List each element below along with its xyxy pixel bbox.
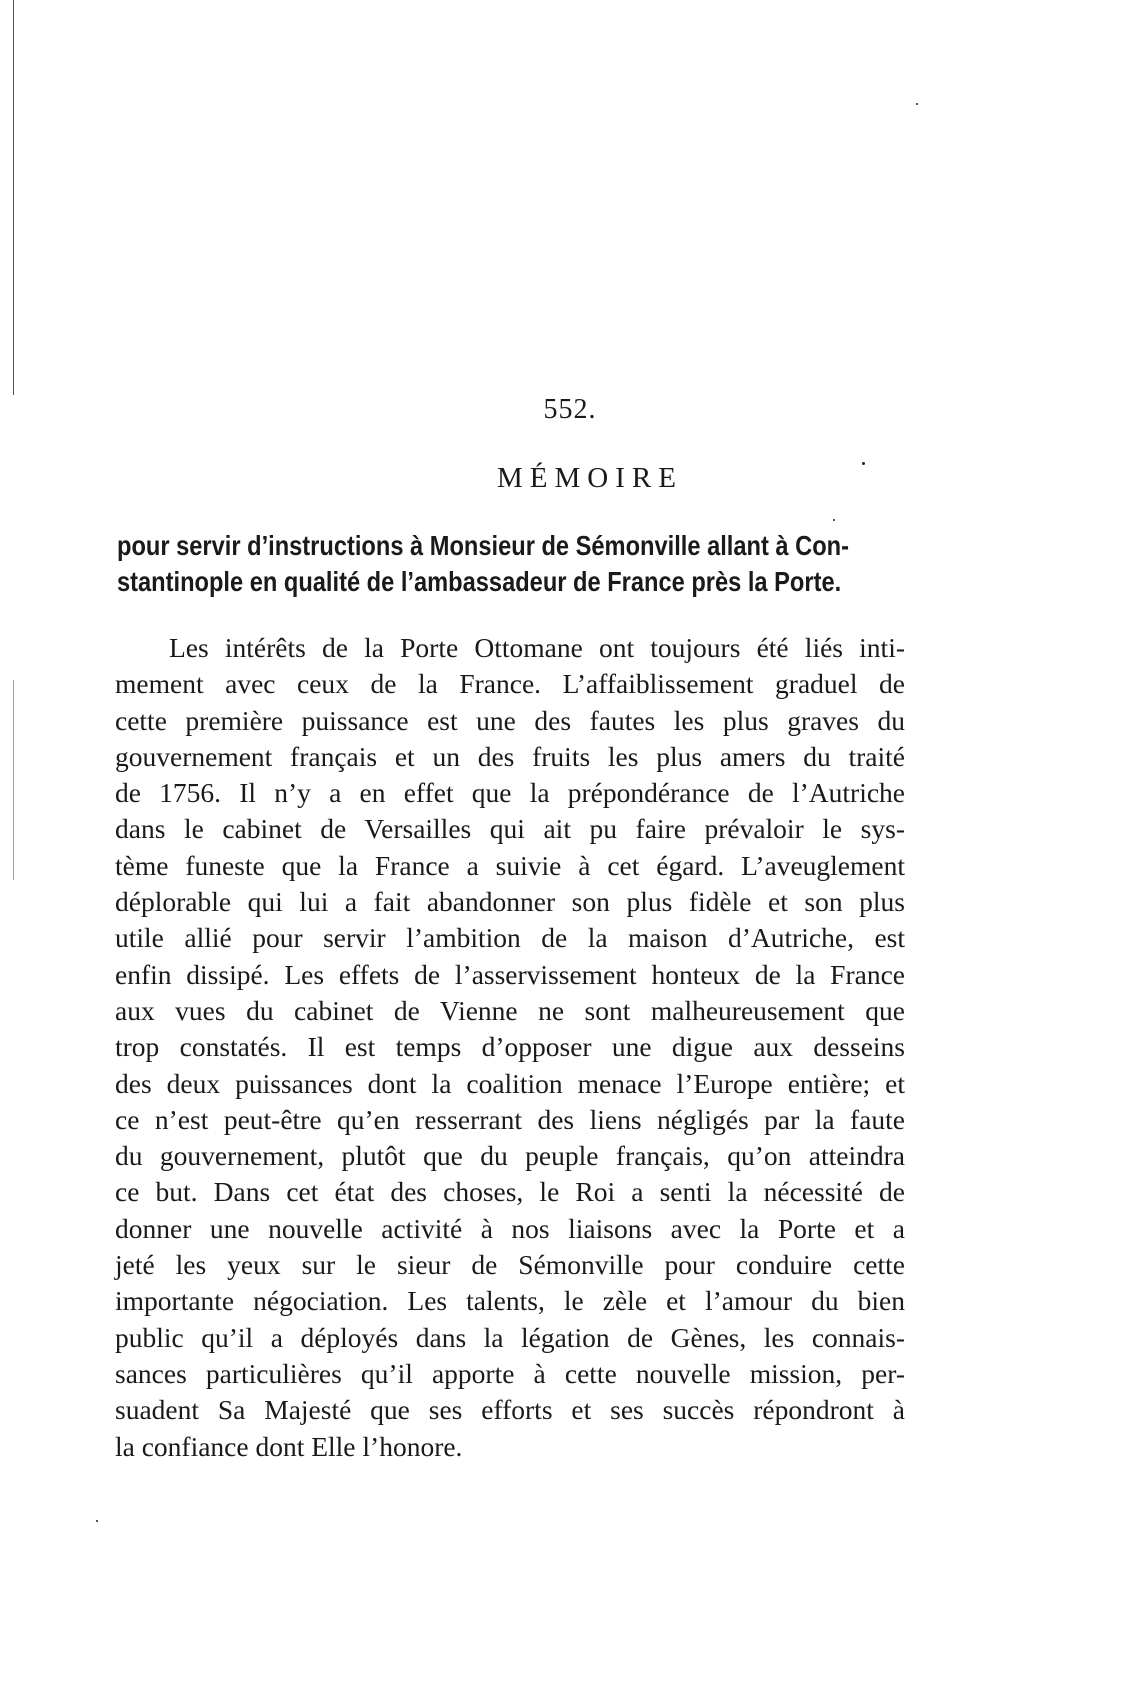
body-line: jeté les yeux sur le sieur de Sémonville pour conduire cette xyxy=(115,1249,905,1281)
subtitle-line: pour servir d’instructions à Monsieur de Sémonville allant à Con- xyxy=(117,530,849,561)
body-line: déplorable qui lui a fait abandonner son plus fidèle et son plus xyxy=(115,886,905,918)
scan-edge-line xyxy=(13,0,14,395)
body-line: cette première puissance est une des fautes les plus graves du xyxy=(115,704,905,736)
body-line: utile allié pour servir l’ambition de la maison d’Autriche, est xyxy=(115,922,905,954)
document-title: MÉMOIRE xyxy=(497,462,683,494)
body-line: de 1756. Il n’y a en effet que la prépondérance de l’Autriche xyxy=(115,777,905,809)
body-paragraph xyxy=(115,630,905,1465)
body-line: importante négociation. Les talents, le zèle et l’amour du bien xyxy=(115,1285,905,1317)
body-line: Les intérêts de la Porte Ottomane ont toujours été liés inti- xyxy=(169,632,905,663)
body-line: gouvernement français et un des fruits les plus amers du traité xyxy=(115,740,905,772)
body-line: aux vues du cabinet de Vienne ne sont malheureusement que xyxy=(115,994,905,1026)
body-line: enfin dissipé. Les effets de l’asservissement honteux de la France xyxy=(115,958,905,990)
document-subtitle xyxy=(117,528,906,601)
body-line: des deux puissances dont la coalition menace l’Europe entière; et xyxy=(115,1067,905,1099)
body-line: suadent Sa Majesté que ses efforts et ses succès répondront à xyxy=(115,1394,905,1426)
body-line: trop constatés. Il est temps d’opposer une digue aux desseins xyxy=(115,1031,905,1063)
subtitle-line: stantinople en qualité de l’ambassadeur de France près la Porte. xyxy=(117,566,842,598)
body-line: tème funeste que la France a suivie à cet égard. L’aveuglement xyxy=(115,849,905,881)
body-line: ce but. Dans cet état des choses, le Roi a senti la nécessité de xyxy=(115,1176,905,1208)
body-line: mement avec ceux de la France. L’affaiblissement graduel de xyxy=(115,668,905,700)
scan-edge-line xyxy=(13,680,14,880)
body-line: public qu’il a déployés dans la légation de Gènes, les connais- xyxy=(115,1321,905,1353)
scan-speck xyxy=(916,103,918,105)
body-line: donner une nouvelle activité à nos liaisons avec la Porte et a xyxy=(115,1212,905,1244)
body-line: du gouvernement, plutôt que du peuple français, qu’on atteindra xyxy=(115,1140,905,1172)
body-line: sances particulières qu’il apporte à cette nouvelle mission, per- xyxy=(115,1357,905,1389)
body-line: dans le cabinet de Versailles qui ait pu faire prévaloir le sys- xyxy=(115,813,905,845)
body-line: ce n’est peut-être qu’en resserrant des liens négligés par la faute xyxy=(115,1103,905,1135)
document-number: 552. xyxy=(543,394,597,425)
body-line: la confiance dont Elle l’honore. xyxy=(115,1430,463,1462)
scan-speck xyxy=(96,1520,98,1522)
scan-speck xyxy=(833,519,835,521)
